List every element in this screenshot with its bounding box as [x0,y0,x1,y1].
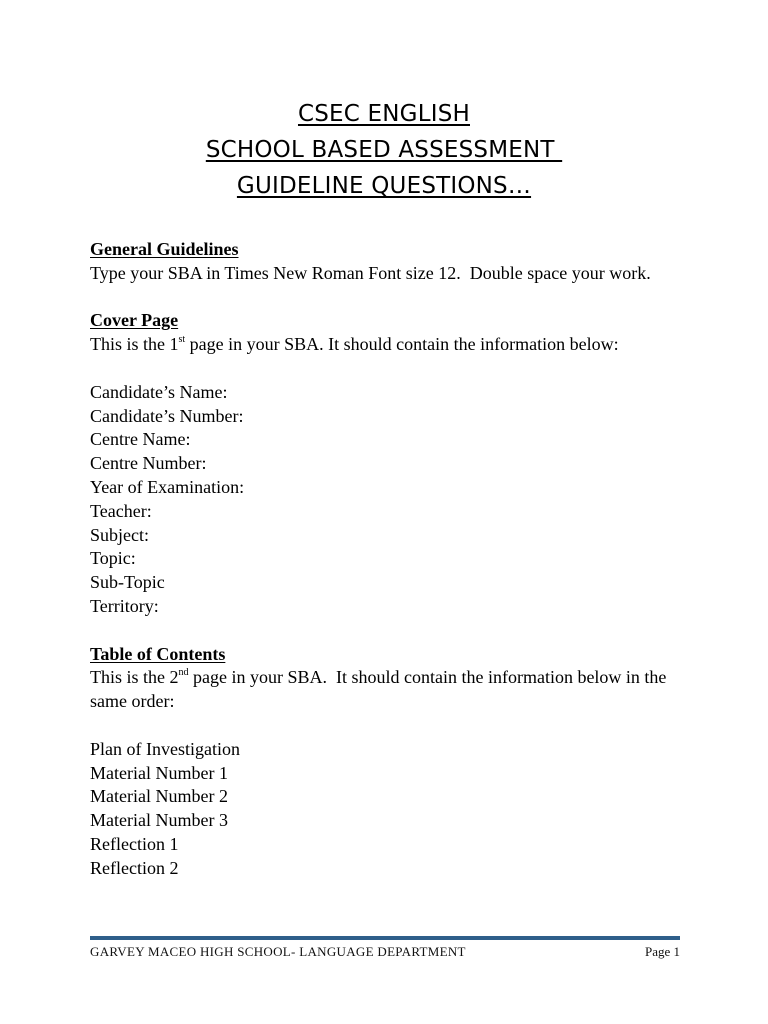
cover-page-list-item: Centre Number: [90,453,207,474]
cover-page-list-item: Candidate’s Name: [90,381,228,402]
document-title [0,96,768,204]
title-line-3: GUIDELINE QUESTIONS… [236,173,532,199]
toc-list-item: Plan of Investigation [90,738,240,759]
cover-page-text-end: page in your SBA. It should contain the information below: [185,334,619,355]
title-line-2: SCHOOL BASED ASSESSMENT [205,137,563,163]
table-of-contents-list [90,738,690,881]
title-line-1: CSEC ENGLISH [297,101,470,127]
cover-page-list-item: Sub-Topic [90,572,165,593]
cover-page-heading: Cover Page [90,310,179,331]
table-of-contents-text [90,666,690,714]
cover-page-list-item: Year of Examination: [90,476,245,497]
cover-page-text-start: This is the 1 [90,334,179,355]
toc-ordinal: nd [178,667,189,679]
footer-divider [90,936,680,940]
document-body [90,238,690,881]
cover-page-list-item: Topic: [90,548,136,569]
toc-list-item: Material Number 3 [90,810,228,831]
toc-text-start: This is the 2 [90,667,179,688]
cover-page-list-item: Centre Name: [90,429,191,450]
table-of-contents-heading: Table of Contents [90,643,226,664]
cover-page-list [90,381,690,619]
toc-text-end: page in your SBA. It should contain the information below in the same order: [90,667,671,712]
cover-page-list-item: Territory: [90,595,159,616]
footer-department: GARVEY MACEO HIGH SCHOOL- LANGUAGE DEPARTMENT [90,944,466,959]
cover-page-list-item: Candidate’s Number: [90,405,244,426]
toc-list-item: Reflection 2 [90,857,179,878]
toc-list-item: Material Number 2 [90,786,228,807]
general-guidelines-text: Type your SBA in Times New Roman Font size 12. Double space your work. [90,262,651,283]
general-guidelines-heading: General Guidelines [90,239,239,259]
cover-page-text [90,333,690,357]
cover-page-list-item: Subject: [90,524,149,545]
toc-list-item: Material Number 1 [90,762,228,783]
cover-page-ordinal: st [178,334,186,346]
footer-page-number: Page 1 [644,944,680,959]
cover-page-list-item: Teacher: [90,500,152,521]
toc-list-item: Reflection 1 [90,833,179,854]
